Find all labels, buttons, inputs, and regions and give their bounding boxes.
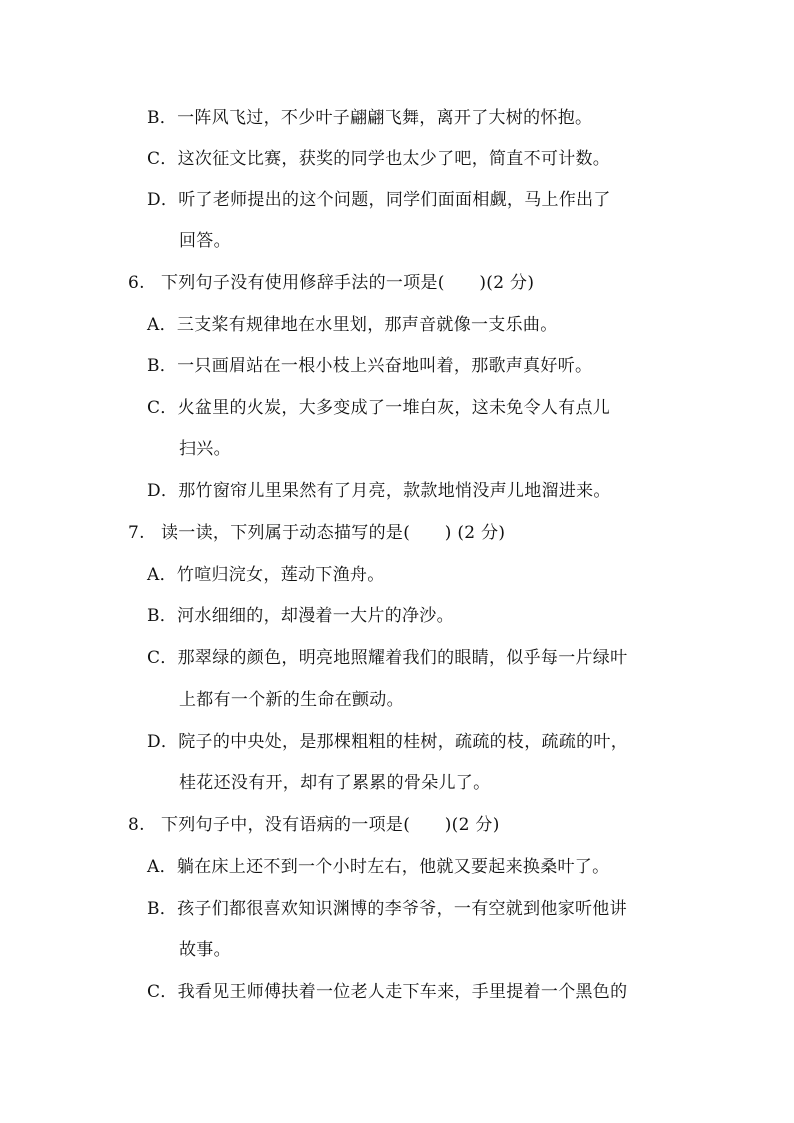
option-text: 院子的中央处，是那棵粗粗的桂树，疏疏的枝，疏疏的叶， — [178, 732, 629, 752]
q5-option-d — [147, 188, 611, 212]
question-text: 读一读，下列属于动态描写的是( ) (2 分) — [161, 523, 506, 543]
q7-option-c — [147, 646, 627, 670]
option-text: 河水细细的，却漫着一大片的净沙。 — [177, 606, 454, 626]
option-text: 三支桨有规律地在水里划，那声音就像一支乐曲。 — [176, 315, 558, 335]
q8-option-b-continuation: 故事。 — [179, 940, 231, 960]
question-6-stem — [128, 271, 534, 295]
q8-option-a — [147, 855, 609, 879]
option-label: B． — [147, 356, 178, 376]
question-8-stem — [128, 813, 500, 837]
q6-option-c — [147, 396, 610, 420]
option-label: C． — [147, 648, 178, 668]
question-7-stem — [128, 521, 505, 545]
option-text: 听了老师提出的这个问题，同学们面面相觑，马上作出了 — [178, 190, 611, 210]
q5-option-b — [147, 106, 592, 130]
q8-option-c — [147, 980, 627, 1004]
q7-option-c-continuation: 上都有一个新的生命在颤动。 — [179, 690, 404, 710]
option-label: C． — [147, 149, 178, 169]
option-text: 一阵风飞过，不少叶子翩翩飞舞，离开了大树的怀抱。 — [177, 108, 593, 128]
q5-option-d-continuation: 回答。 — [179, 231, 231, 251]
option-label: C． — [147, 398, 178, 418]
option-text: 火盆里的火炭，大多变成了一堆白灰，这未免令人有点儿 — [177, 398, 611, 418]
question-text: 下列句子中，没有语病的一项是( )(2 分) — [161, 815, 500, 835]
q7-option-d — [147, 730, 628, 754]
q6-option-b — [147, 354, 592, 378]
question-number: 7. — [128, 523, 145, 543]
q7-option-d-continuation: 桂花还没有开，却有了累累的骨朵儿了。 — [179, 773, 491, 793]
q6-option-d — [147, 479, 611, 503]
option-label: A． — [147, 857, 177, 877]
q7-option-a — [147, 563, 385, 587]
q6-option-a — [147, 313, 558, 337]
option-text: 竹喧归浣女，莲动下渔舟。 — [176, 565, 385, 585]
option-label: D． — [147, 732, 179, 752]
option-text: 那翠绿的颜色，明亮地照耀着我们的眼睛，似乎每一片绿叶 — [177, 648, 628, 668]
option-label: B． — [147, 108, 178, 128]
option-label: D． — [147, 190, 179, 210]
option-label: C． — [147, 982, 178, 1002]
option-text: 躺在床上还不到一个小时左右，他就又要起来换桑叶了。 — [176, 857, 610, 877]
option-text: 一只画眉站在一根小枝上兴奋地叫着，那歌声真好听。 — [177, 356, 593, 376]
option-label: B． — [147, 606, 178, 626]
option-text: 我看见王师傅扶着一位老人走下车来，手里提着一个黑色的 — [177, 982, 628, 1002]
question-text: 下列句子没有使用修辞手法的一项是( )(2 分) — [161, 273, 535, 293]
q8-option-b — [147, 897, 627, 921]
question-number: 8. — [128, 815, 145, 835]
option-label: B． — [147, 899, 178, 919]
q5-option-c — [147, 147, 610, 171]
question-number: 6. — [128, 273, 145, 293]
option-text: 孩子们都很喜欢知识渊博的李爷爷，一有空就到他家听他讲 — [177, 899, 627, 919]
option-label: A． — [147, 315, 177, 335]
option-text: 那竹窗帘儿里果然有了月亮，款款地悄没声儿地溜进来。 — [178, 481, 611, 501]
q7-option-b — [147, 604, 454, 628]
option-text: 这次征文比赛，获奖的同学也太少了吧，简直不可计数。 — [177, 149, 611, 169]
q6-option-c-continuation: 扫兴。 — [179, 439, 231, 459]
option-label: D． — [147, 481, 179, 501]
option-label: A． — [147, 565, 177, 585]
